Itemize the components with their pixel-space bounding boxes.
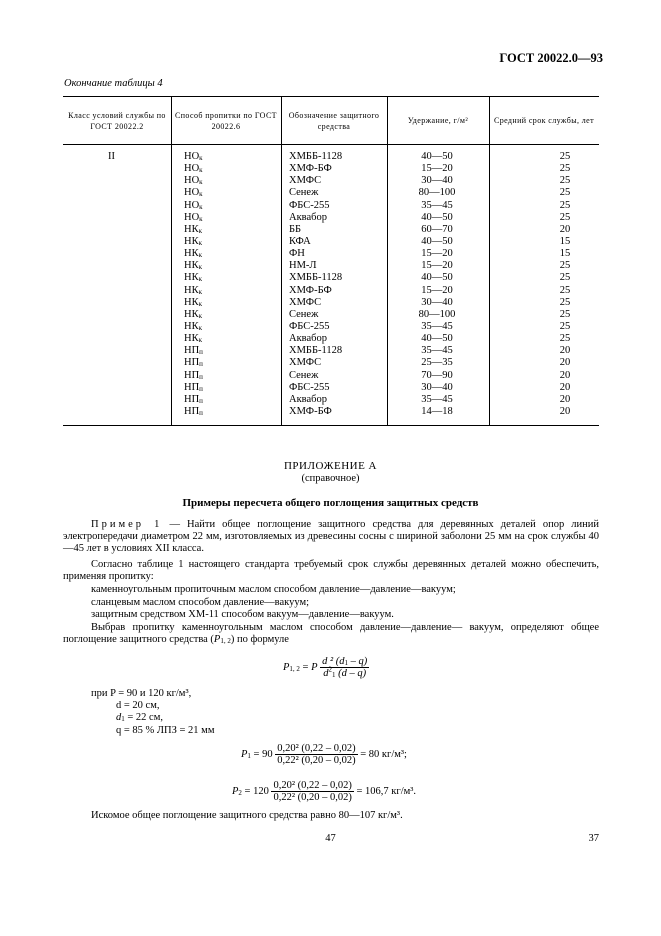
- table-cell: 35—45: [421, 393, 453, 405]
- table-cell: 25: [559, 151, 571, 162]
- table-cell: 14—18: [421, 405, 453, 417]
- paragraph-3: Выбрав пропитку каменноугольным маслом способом давление—давление— вакуум, определяют общее поглощение защитного средства $(P_{1, 2})$ по формуле: [63, 622, 599, 646]
- table-cell: Сенеж: [289, 308, 319, 320]
- param-line: q = 85 % ЛПЗ = 21 мм: [116, 725, 215, 736]
- table-cell: $НК_к$: [184, 296, 202, 308]
- table-cell: 25: [559, 308, 571, 320]
- table-cell: $НО_к$: [184, 175, 203, 187]
- table-cell: 20: [559, 357, 571, 369]
- table-cell: $НП_п$: [184, 357, 203, 369]
- table-cell: 20: [559, 223, 571, 235]
- table-cell: 25: [559, 260, 571, 272]
- col-header-class: Класс условий службы по ГОСТ 20022.2: [68, 110, 166, 131]
- table-cell: $НО_к$: [184, 187, 203, 199]
- example-label: Пример 1: [91, 519, 163, 530]
- col-header-service-life: Средний срок службы, лет: [493, 116, 595, 125]
- agent-column: [289, 151, 342, 418]
- table-cell: 25: [559, 320, 571, 332]
- table-cell: 25: [559, 175, 571, 187]
- table-cell: $НК_к$: [184, 284, 202, 296]
- table-cell: $НК_к$: [184, 260, 202, 272]
- table-cell: $НК_к$: [184, 308, 202, 320]
- table-cell: 25: [559, 199, 571, 211]
- table-cell: $НК_к$: [184, 223, 202, 235]
- appendix-subtitle: (справочное): [301, 473, 360, 484]
- table-cell: 35—45: [421, 345, 453, 357]
- table-cell: 60—70: [421, 223, 453, 235]
- appendix-heading: Примеры пересчета общего поглощения защитных средств: [182, 497, 479, 509]
- table-cell: 25: [559, 211, 571, 223]
- table-cell: 35—45: [421, 199, 453, 211]
- table-cell: 40—50: [421, 272, 453, 284]
- table-cell: Аквабор: [289, 211, 328, 223]
- table-cell: 80—100: [418, 308, 456, 320]
- table-cell: ХМББ-1128: [289, 345, 343, 357]
- list-item: защитным средством ХМ-11 способом вакуум—давление—вакуум.: [91, 609, 394, 620]
- table-cell: 20: [559, 405, 571, 417]
- main-formula: $P_{1, 2} = P$ $\frac{d ^2 (d_1 - q)}{d^2_1 (d - q)}$: [283, 656, 368, 679]
- list-item: каменноугольным пропиточным маслом способом давление—давление—вакуум;: [91, 584, 456, 595]
- table-cell: 25—35: [421, 357, 453, 369]
- table-cell: 25: [559, 163, 571, 175]
- table-cell: $НК_к$: [184, 235, 202, 247]
- param-line: $d_1 = 22$ см,: [116, 712, 163, 723]
- table-cell: ФБС-255: [289, 199, 330, 211]
- table-cell: $НО_к$: [184, 151, 203, 162]
- page-number-right: 37: [588, 833, 599, 844]
- table-cell: 15—20: [421, 284, 453, 296]
- table-cell: $НО_к$: [184, 199, 203, 211]
- col-header-method: Способ пропитки по ГОСТ 20022.6: [175, 110, 277, 131]
- table-cell: 40—50: [421, 151, 453, 162]
- table-cell: ФН: [289, 248, 305, 260]
- table-cell: ХМФС: [289, 175, 322, 187]
- table-cell: $НП_п$: [184, 369, 203, 381]
- retention-column: [397, 151, 477, 418]
- service-life-column: [545, 151, 585, 418]
- example-text: — Найти общее поглощение защитного средства для деревянных деталей опор линий электропередачи диаметром 22 мм, изготовляемых из древесины сосны с шириной заболони 25 мм на срок службы 40—45 лет в условиях XII класса.: [63, 519, 599, 555]
- table-cell: $НП_п$: [184, 345, 203, 357]
- table-cell: ХМФС: [289, 296, 322, 308]
- table-cell: Сенеж: [289, 369, 319, 381]
- table-cell: $НО_к$: [184, 211, 203, 223]
- table-cell: 40—50: [421, 333, 453, 345]
- table-cell: ХМББ-1128: [289, 151, 343, 162]
- page-number-center: 47: [325, 833, 336, 844]
- table-cell: 25: [559, 284, 571, 296]
- table-cell: 20: [559, 381, 571, 393]
- table-cell: 20: [559, 393, 571, 405]
- table-cell: $НК_к$: [184, 320, 202, 332]
- table-cell: 15—20: [421, 260, 453, 272]
- table-cell: Сенеж: [289, 187, 319, 199]
- table-cell: ХМББ-1128: [289, 272, 343, 284]
- table-cell: ФБС-255: [289, 381, 330, 393]
- table-cell: ББ: [289, 223, 302, 235]
- table-cell: 80—100: [418, 187, 456, 199]
- table-cell: $НК_к$: [184, 272, 202, 284]
- method-column: [184, 151, 203, 418]
- table-cell: $НП_п$: [184, 405, 203, 417]
- calc-p2: $P_2 = 120$ $\frac{\text{0,20² (0,22 – 0,02)}}{\text{0,22² (0,20 – 0,02)}}$ = 106,7 кг/м³.: [232, 780, 417, 803]
- table-cell: 15: [559, 235, 571, 247]
- table-cell: 20: [559, 345, 571, 357]
- table-cell: 20: [559, 369, 571, 381]
- data-table: [63, 96, 599, 426]
- table-cell: $НП_п$: [184, 393, 203, 405]
- list-item: сланцевым маслом способом давление—вакуум;: [91, 597, 310, 608]
- table-cell: $НК_к$: [184, 248, 202, 260]
- param-line: d = 20 см,: [116, 700, 160, 711]
- paragraph-2: Согласно таблице 1 настоящего стандарта требуемый срок службы деревянных деталей можно обеспечить, применяя пропитку:: [63, 559, 599, 583]
- col-header-agent: Обозначение защитного средства: [288, 110, 380, 131]
- table-cell: ХМФ-БФ: [289, 284, 332, 296]
- table-cell: $НП_п$: [184, 381, 203, 393]
- table-cell: $НК_к$: [184, 333, 202, 345]
- table-cell: 25: [559, 187, 571, 199]
- calc-p1: $P_1 = 90$ $\frac{\text{0,20² (0,22 – 0,02)}}{\text{0,22² (0,20 – 0,02)}}$ = 80 кг/м³;: [241, 743, 407, 766]
- table-cell: ХМФС: [289, 357, 322, 369]
- col-header-retention: Удержание, г/м²: [407, 116, 469, 125]
- example-paragraph: [63, 519, 599, 556]
- table-cell: 70—90: [421, 369, 453, 381]
- table-cell: 30—40: [421, 381, 453, 393]
- table-cell: КФА: [289, 235, 311, 247]
- table-cell: ФБС-255: [289, 320, 330, 332]
- table-cell: Аквабор: [289, 333, 328, 345]
- table-cell: 15—20: [421, 163, 453, 175]
- table-cell: 35—45: [421, 320, 453, 332]
- appendix-title: ПРИЛОЖЕНИЕ А: [283, 460, 377, 472]
- table-cell: 30—40: [421, 296, 453, 308]
- table-cell: $НО_к$: [184, 163, 203, 175]
- table-cell: ХМФ-БФ: [289, 405, 332, 417]
- table-cell: 25: [559, 272, 571, 284]
- conclusion: Искомое общее поглощение защитного средства равно 80—107 кг/м³.: [91, 810, 403, 821]
- table-continuation-label: Окончание таблицы 4: [64, 78, 163, 89]
- param-line: при P = 90 и 120 кг/м³,: [91, 688, 192, 699]
- class-cell: II: [108, 151, 115, 162]
- table-cell: 30—40: [421, 175, 453, 187]
- standard-number: ГОСТ 20022.0—93: [499, 51, 603, 65]
- table-cell: 25: [559, 333, 571, 345]
- table-cell: 40—50: [421, 211, 453, 223]
- table-cell: ХМФ-БФ: [289, 163, 332, 175]
- table-cell: Аквабор: [289, 393, 328, 405]
- table-cell: 15: [559, 248, 571, 260]
- table-cell: 15—20: [421, 248, 453, 260]
- table-cell: 25: [559, 296, 571, 308]
- table-cell: 40—50: [421, 235, 453, 247]
- table-cell: НМ-Л: [289, 260, 317, 272]
